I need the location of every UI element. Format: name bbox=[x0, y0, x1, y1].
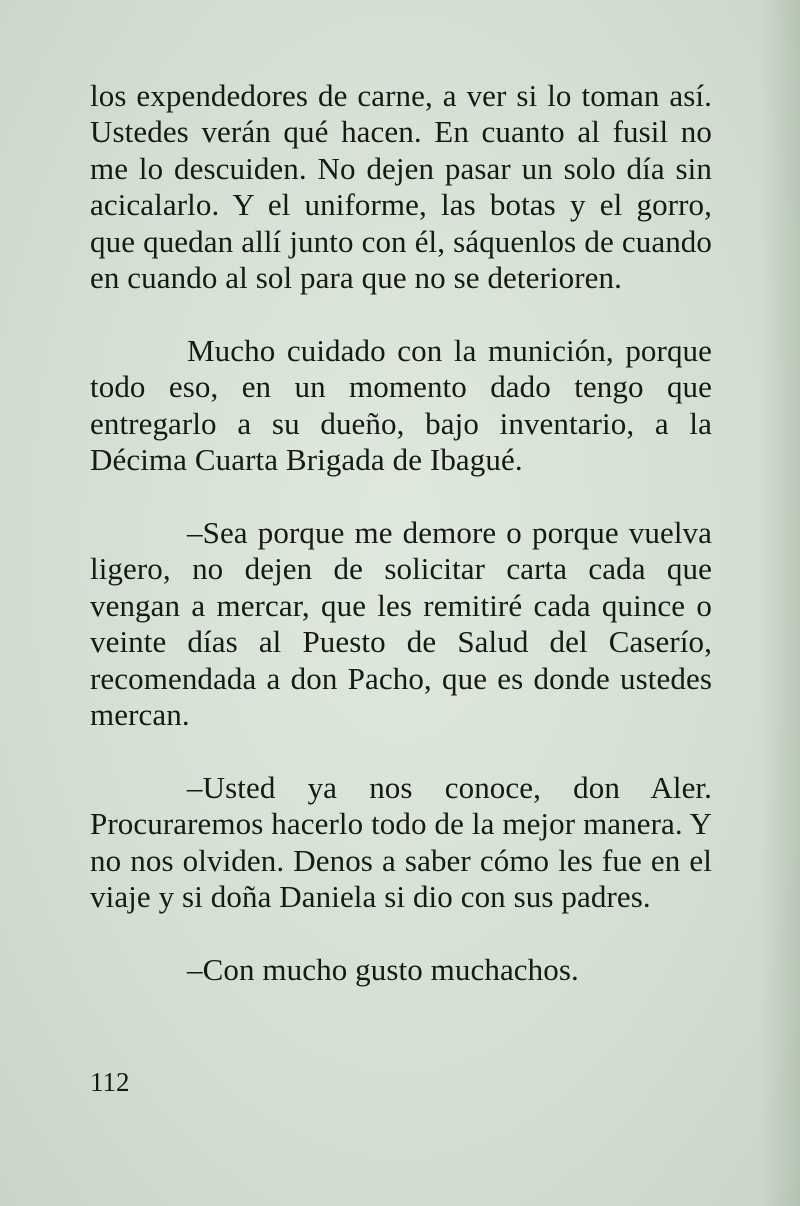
page-body-text bbox=[90, 78, 712, 989]
paragraph-4: –Usted ya nos conoce, don Aler. Procuraremos hacerlo todo de la mejor manera. Y no nos olviden. Denos a saber cómo les fue en el viaje y si doña Daniela si dio con sus padres. bbox=[90, 770, 712, 915]
paragraph-gap bbox=[90, 734, 712, 771]
paragraph-3: –Sea porque me demore o porque vuelva ligero, no dejen de solicitar carta cada que vengan a mercar, que les remitiré cada quince o veinte días al Puesto de Salud del Caserío, recomendada a don Pacho, que es donde ustedes mercan. bbox=[90, 515, 712, 733]
paragraph-gap bbox=[90, 916, 712, 953]
paragraph-5: –Con mucho gusto muchachos. bbox=[187, 952, 579, 988]
paragraph-gap bbox=[90, 296, 712, 333]
paragraph-1: los expendedores de carne, a ver si lo toman así. Ustedes verán qué hacen. En cuanto al fusil no me lo descuiden. No dejen pasar un solo día sin acicalarlo. Y el uniforme, las botas y el gorro, que quedan allí junto con él, sáquenlos de cuando en cuando al sol para que no se deterioren. bbox=[90, 78, 712, 296]
paragraph-gap bbox=[90, 479, 712, 516]
page-number: 112 bbox=[90, 1067, 130, 1097]
paragraph-2: Mucho cuidado con la munición, porque todo eso, en un momento dado tengo que entregarlo a su dueño, bajo inventario, a la Décima Cuarta Brigada de Ibagué. bbox=[90, 332, 712, 478]
